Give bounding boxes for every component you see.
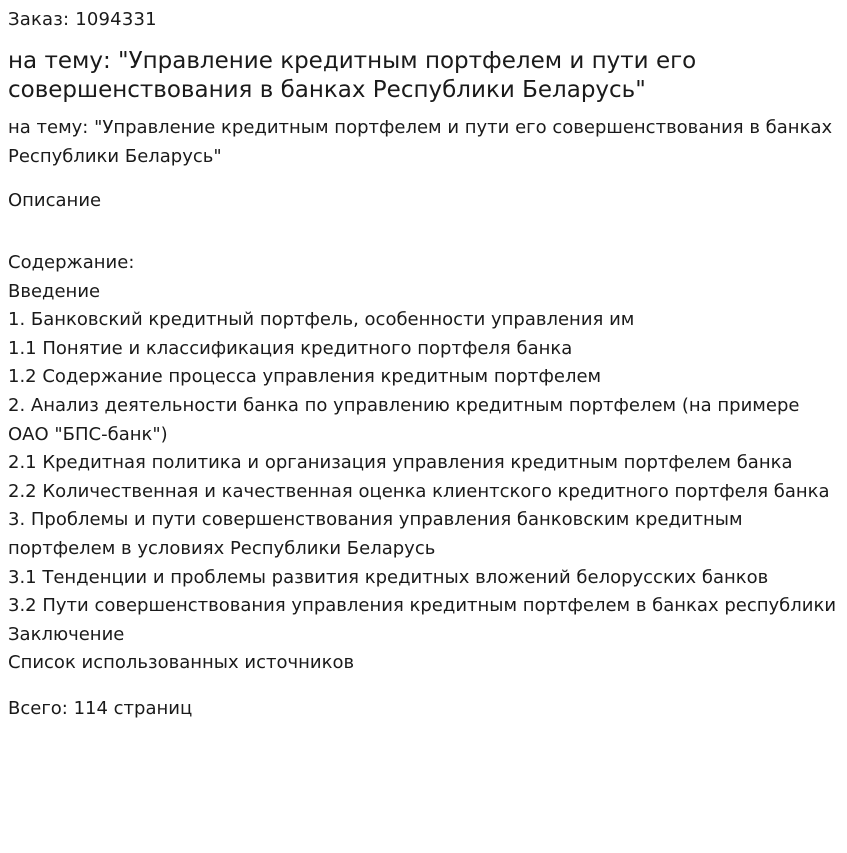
toc-item: 3.1 Тенденции и проблемы развития кредитных вложений белорусских банков <box>8 566 769 588</box>
page-subtitle: на тему: "Управление кредитным портфелем и пути его совершенствования в банках Республики Беларусь" <box>8 117 833 167</box>
page-count: Всего: 114 страниц <box>8 697 193 719</box>
toc-item: 2.2 Количественная и качественная оценка клиентского кредитного портфеля банка <box>8 480 830 502</box>
toc-item: 1.1 Понятие и классификация кредитного портфеля банка <box>8 337 573 359</box>
toc-item: 2.1 Кредитная политика и организация управления кредитным портфелем банка <box>8 452 793 474</box>
toc-item: Введение <box>8 280 101 302</box>
order-number: Заказ: 1094331 <box>8 9 157 30</box>
toc-item: Список использованных источников <box>8 652 355 674</box>
toc-item: 1. Банковский кредитный портфель, особенности управления им <box>8 309 635 331</box>
toc-item: 3.2 Пути совершенствования управления кредитным портфелем в банках республики <box>8 595 837 617</box>
toc-item: Содержание: <box>8 252 135 273</box>
description-heading: Описание <box>8 190 102 211</box>
toc-item: 1.2 Содержание процесса управления кредитным портфелем <box>8 366 602 388</box>
toc-item: 3. Проблемы и пути совершенствования управления банковским кредитным портфелем в условиях Республики Беларусь <box>8 509 743 559</box>
toc-item: 2. Анализ деятельности банка по управлению кредитным портфелем (на примере ОАО "БПС-банк") <box>8 394 800 445</box>
table-of-contents <box>8 249 839 678</box>
page-title: на тему: "Управление кредитным портфелем и пути его совершенствования в банках Республики Беларусь" <box>8 48 697 103</box>
toc-item: Заключение <box>8 623 125 645</box>
